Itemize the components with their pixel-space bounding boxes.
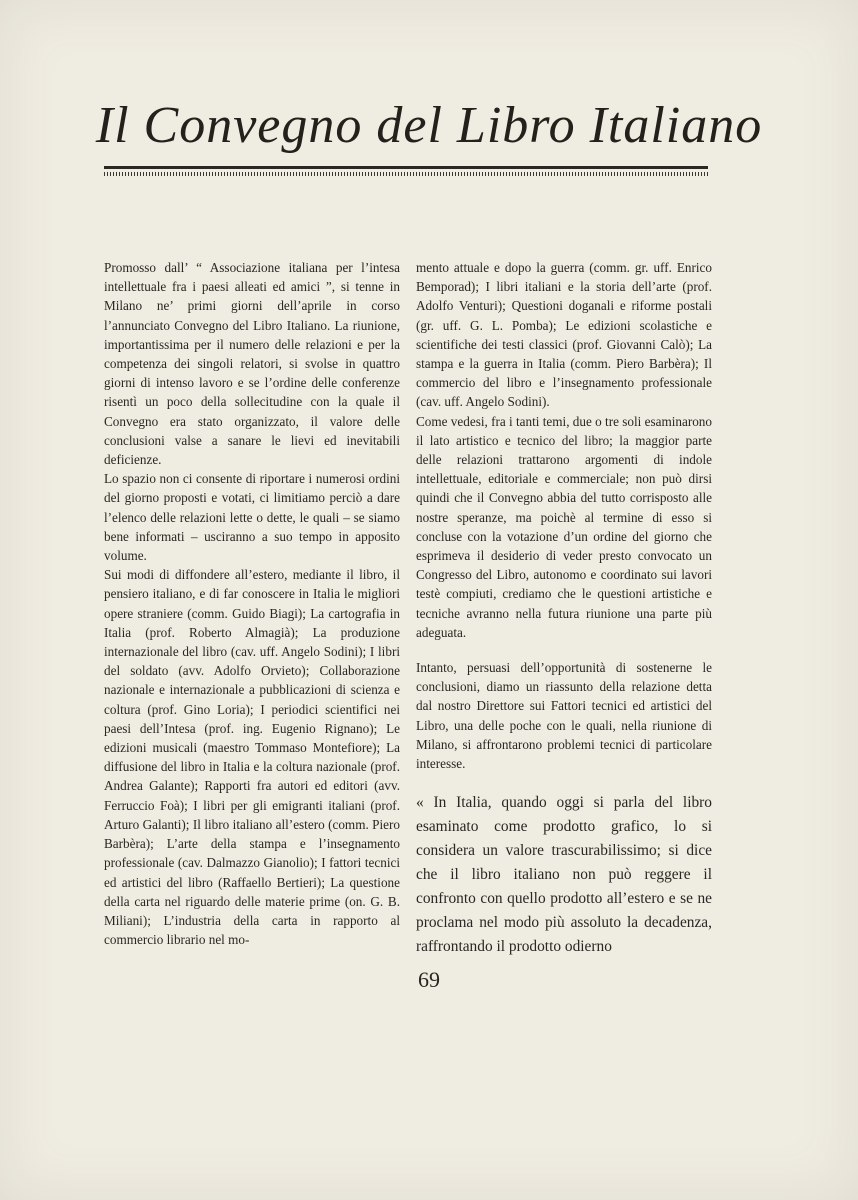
reports-list-continued: mento attuale e dopo la guerra (comm. gr. uff. Enrico Bemporad); I libri italiani e la storia dell’arte (prof. Adolfo Venturi); Questioni doganali e riforme postali (gr. uff. G. L. Pomba); Le edizioni scolastiche e scientifiche dei testi classici (prof. Giovanni Calò); La stampa e la guerra in Italia (comm. Piero Barbèra); Il commercio del libro e l’insegnamento professionale (cav. uff. Angelo Sodini). <box>416 260 712 410</box>
title-dotted-rule <box>104 172 708 176</box>
article-title: Il Convegno del Libro Italiano <box>95 97 763 154</box>
assessment-paragraph: Come vedesi, fra i tanti temi, due o tre soli esaminarono il lato artistico e tecnico del libro; la maggior parte delle relazioni trattarono argomenti di indole intellettuale, editoriale e commerciale; non può dirsi quindi che il Convegno abbia del tutto corrisposto alle nostre speranze, ma poichè al termine di esso si concluse con la votazione d’un ordine del giorno che esprimeva il desiderio di veder presto convocato un Congresso del Libro, autonomo e coordinato sui lavori testè compiuti, crediamo che le questioni artistiche e tecniche avranno nella futura riunione una parte più adeguata. <box>416 413 712 640</box>
quoted-report-paragraph: « In Italia, quando oggi si parla del libro esaminato come prodotto grafico, lo si considera un valore trascurabilissimo; si dice che il libro italiano non può reggere il confronto con quello prodotto all’estero e se ne proclama nel modo più assoluto la decadenza, raffrontando il prodotto odierno <box>416 794 712 956</box>
reports-list-paragraph: Sui modi di diffondere all’estero, mediante il libro, il pensiero italiano, e di far conoscere in Italia le migliori opere straniere (comm. Guido Biagi); La cartografia in Italia (prof. Roberto Almagià); La produzione internazionale del libro (cav. uff. Angelo Sodini); I libri del soldato (avv. Adolfo Orvieto); Collaborazione nazionale e internazionale a pubblicazioni di scienza e coltura (prof. Gino Loria); I periodici scientifici nei paesi dell’Intesa (prof. ing. Eugenio Rignano); Le edizioni musicali (maestro Tommaso Montefiore); La diffusione del libro in Italia e la coltura nazionale (prof. Andrea Galante); Rapporti fra autori ed editori (avv. Ferruccio Foà); I libri per gli emigranti italiani (prof. Arturo Galanti); Il libro italiano all’estero (comm. Piero Barbèra); L’arte della stampa e l’insegnamento professionale (cav. Dalmazzo Gianolio); I fattori tecnici ed artistici del libro (Raffaello Bertieri); La questione della carta nel riguardo delle materie prime (on. G. B. Miliani); L’industria della carta in rapporto al commercio librario nel mo- <box>104 567 400 948</box>
intro-paragraph: Promosso dall’ “ Associazione italiana per l’intesa intellettuale fra i paesi alleati ed amici ”, si tenne in Milano ne’ primi giorni dell’aprile in corso l’annunciato Convegno del Libro Italiano. La riunione, importantissima per il numero delle relazioni e per la competenza dei singoli relatori, si svolse in quattro giorni di intenso lavoro e se l’ordine delle conferenze risentì un poco della sollecitudine con la quale il Convegno era stato organizzato, il valore delle conclusioni valse a sanare le lievi ed inevitabili deficienze. <box>104 260 400 468</box>
title-rule <box>104 166 708 169</box>
left-column <box>104 258 400 949</box>
space-paragraph: Lo spazio non ci consente di riportare i numerosi ordini del giorno proposti e votati, ci limitiamo perciò a dare l’elenco delle relazioni lette o dette, le quali – se siamo bene informati – usciranno a suo tempo in apposito volume. <box>104 471 400 564</box>
summary-intro-paragraph: Intanto, persuasi dell’opportunità di sostenerne le conclusioni, diamo un riassunto della relazione detta dal nostro Direttore sui Fattori tecnici ed artistici del Libro, una delle poche con le quali, nella riunione di Milano, si affrontarono problemi tecnici di particolare interesse. <box>416 660 712 772</box>
page-number: 69 <box>418 967 440 992</box>
right-column <box>416 258 712 959</box>
